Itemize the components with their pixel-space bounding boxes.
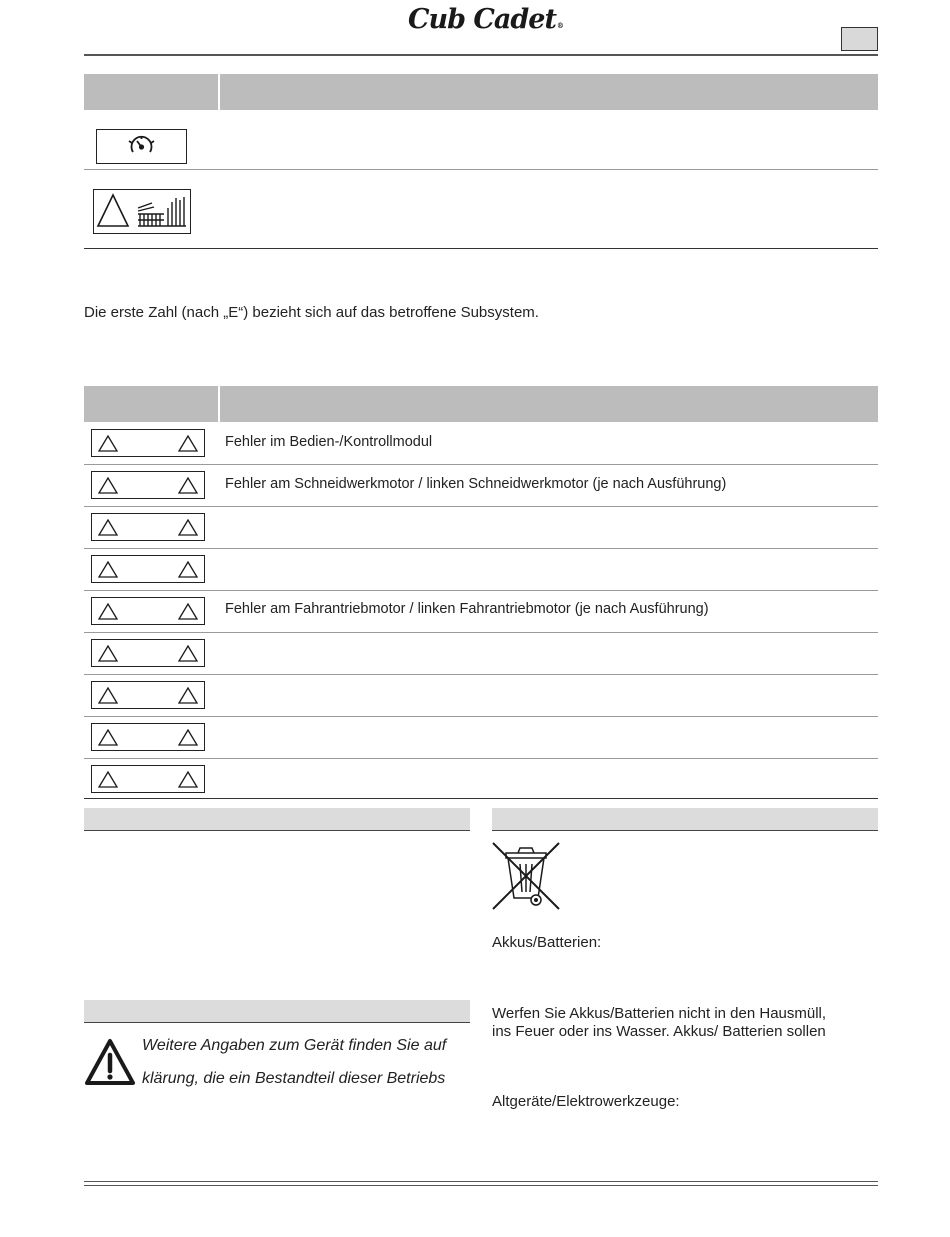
error-row-divider (84, 632, 878, 633)
warning-icon (178, 435, 198, 452)
warning-icon (98, 645, 118, 662)
warning-icon (98, 435, 118, 452)
crossed-out-wheelie-bin-icon (490, 840, 562, 912)
warning-icon (98, 561, 118, 578)
error-code-box (91, 639, 205, 667)
batteries-heading: Akkus/Batterien: (492, 934, 602, 951)
right-section-rule (492, 830, 878, 831)
warning-icon (178, 687, 198, 704)
warning-icon (178, 561, 198, 578)
table1-header (84, 74, 878, 110)
warning-icon (178, 477, 198, 494)
error-code-box (91, 723, 205, 751)
error-code-box (91, 681, 205, 709)
footer-rule-1 (84, 1181, 878, 1182)
error-code-intro: Die erste Zahl (nach „E“) bezieht sich auf das betroffene Subsystem. (84, 304, 539, 321)
warning-icon (178, 771, 198, 788)
table1-row-1-icon-box (96, 129, 187, 164)
error-row-divider (84, 674, 878, 675)
left-section-rule-2 (84, 1022, 470, 1023)
error-code-box (91, 429, 205, 457)
table1-row-2-icon-box (93, 189, 191, 234)
warning-icon (98, 729, 118, 746)
left-section-rule-1 (84, 830, 470, 831)
batteries-text-line-2: ins Feuer oder ins Wasser. Akkus/ Batterien sollen (492, 1023, 826, 1040)
error-row-divider (84, 506, 878, 507)
left-section-bar-2 (84, 1000, 470, 1022)
warning-icon (98, 603, 118, 620)
error-row-text: Fehler am Fahrantriebmotor / linken Fahrantriebmotor (je nach Ausführung) (225, 601, 709, 617)
batteries-text-line-1: Werfen Sie Akkus/Batterien nicht in den Hausmüll, (492, 1005, 827, 1022)
error-row-divider (84, 548, 878, 549)
warning-icon (178, 603, 198, 620)
warning-icon (98, 477, 118, 494)
logo-registered-mark: ® (556, 21, 563, 30)
error-row-text: Fehler im Bedien-/Kontrollmodul (225, 434, 433, 450)
table1-row-divider (84, 169, 878, 170)
table1-header-divider (218, 74, 220, 110)
page-number-box (841, 27, 878, 51)
left-section-bar-1 (84, 808, 470, 830)
header-rule (84, 54, 878, 56)
error-row-divider (84, 464, 878, 465)
right-section-bar (492, 808, 878, 830)
error-code-box (91, 765, 205, 793)
device-info-note-line-2: klärung, die ein Bestandteil dieser Betriebs (142, 1070, 446, 1087)
error-row-divider (84, 716, 878, 717)
error-code-box (91, 555, 205, 583)
speedometer-icon (97, 130, 186, 163)
error-code-box (91, 513, 205, 541)
error-row-text: Fehler am Schneidwerkmotor / linken Schneidwerkmotor (je nach Ausführung) (225, 476, 727, 492)
old-devices-heading: Altgeräte/Elektrowerkzeuge: (492, 1093, 680, 1110)
warning-icon (98, 687, 118, 704)
warning-icon (98, 519, 118, 536)
error-code-box (91, 597, 205, 625)
brand-logo (408, 4, 563, 35)
warning-icon (98, 771, 118, 788)
warning-icon (178, 729, 198, 746)
warning-mower-deck-icon (94, 190, 190, 233)
warning-icon (178, 519, 198, 536)
error-table-header (84, 386, 878, 422)
device-info-note-line-1: Weitere Angaben zum Gerät finden Sie auf (142, 1037, 447, 1054)
error-row-divider (84, 758, 878, 759)
error-table-bottom-rule (84, 798, 878, 799)
error-row-divider (84, 590, 878, 591)
warning-triangle-icon (84, 1038, 136, 1086)
warning-icon (178, 645, 198, 662)
footer-rule-2 (84, 1185, 878, 1186)
logo-text: Cub Cadet (408, 4, 556, 35)
table1-bottom-rule (84, 248, 878, 249)
error-table-header-divider (218, 386, 220, 422)
error-code-box (91, 471, 205, 499)
